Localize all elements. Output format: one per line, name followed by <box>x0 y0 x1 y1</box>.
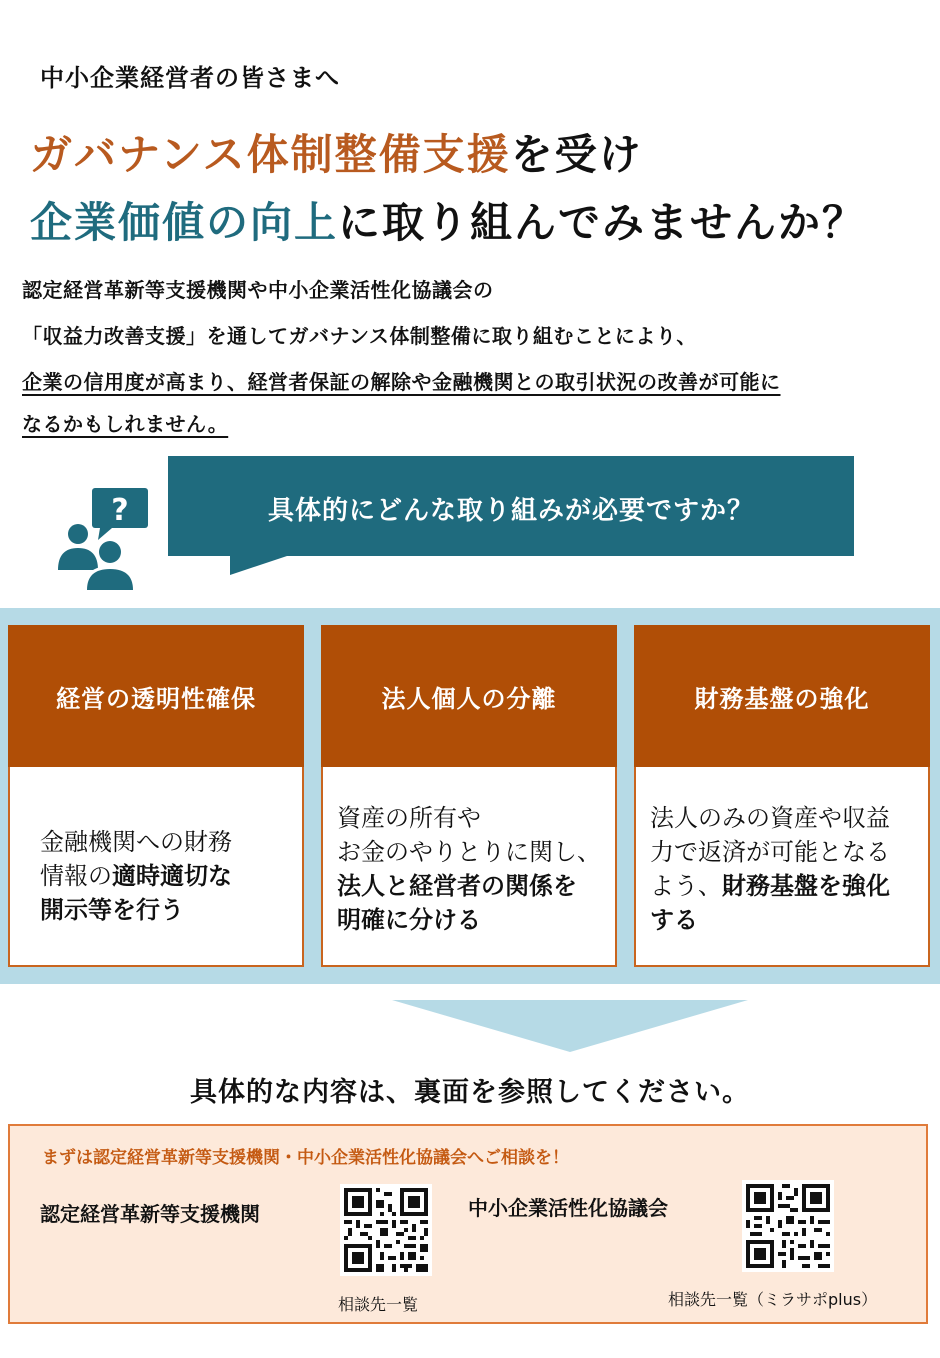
reference-note: 具体的な内容は、裏面を参照してください。 <box>190 1077 750 1108</box>
org2-name: 中小企業活性化協議会 <box>468 1196 668 1220</box>
column-title-separation: 法人個人の分離 <box>321 625 617 767</box>
question-bubble <box>168 456 854 556</box>
intro-line-2: 「収益力改善支援」を通してガバナンス体制整備に取り組むことにより、 <box>22 324 697 348</box>
svg-text:?: ? <box>111 493 129 528</box>
column-text-plain: 法人のみの資産や収益 力で返済が可能となる よう、 <box>650 804 890 900</box>
bubble-tail <box>230 555 290 575</box>
intro-line-3: 企業の信用度が高まり、経営者保証の解除や金融機関との取引状況の改善が可能に <box>22 370 781 394</box>
column-text-bold: 法人と経営者の関係を 明確に分ける <box>337 872 577 934</box>
column-body-transparency <box>8 767 304 967</box>
down-arrow-icon <box>392 1000 748 1052</box>
question-text: 具体的にどんな取り組みが必要ですか？ <box>267 496 754 526</box>
column-title-transparency: 経営の透明性確保 <box>8 625 304 767</box>
column-text-bold: 財務基盤を強化 する <box>650 872 890 934</box>
people-question-icon <box>54 486 154 596</box>
org1-name: 認定経営革新等支援機関 <box>40 1202 260 1226</box>
headline-highlight-2: 企業価値の向上 <box>30 198 339 247</box>
column-text-plain: 金融機関への財務 情報の <box>40 828 232 890</box>
greeting: 中小企業経営者の皆さまへ <box>40 64 340 92</box>
headline-line1 <box>30 122 643 182</box>
column-title-finance: 財務基盤の強化 <box>634 625 930 767</box>
headline-rest-2: に取り組んでみませんか？ <box>338 198 867 247</box>
headline-rest-1: を受け <box>510 130 643 179</box>
column-body-separation <box>321 767 617 967</box>
org1-caption: 相談先一覧 <box>338 1295 419 1314</box>
column-text-plain: 資産の所有や お金のやりとりに関し、 <box>337 804 601 866</box>
headline-line2 <box>30 190 866 250</box>
column-body-finance <box>634 767 930 967</box>
column-text-bold: 適時適切な 開示等を行う <box>40 862 232 924</box>
qr-code-icon[interactable] <box>742 1180 834 1272</box>
consult-title: まずは認定経営革新等支援機関・中小企業活性化協議会へご相談を！ <box>42 1148 569 1168</box>
intro-line-4: なるかもしれません。 <box>22 412 229 436</box>
org2-caption: 相談先一覧（ミラサポplus） <box>668 1290 878 1309</box>
headline-highlight-1: ガバナンス体制整備支援 <box>30 130 511 179</box>
qr-code-icon[interactable] <box>340 1184 432 1276</box>
intro-line-1: 認定経営革新等支援機関や中小企業活性化協議会の <box>22 278 494 302</box>
